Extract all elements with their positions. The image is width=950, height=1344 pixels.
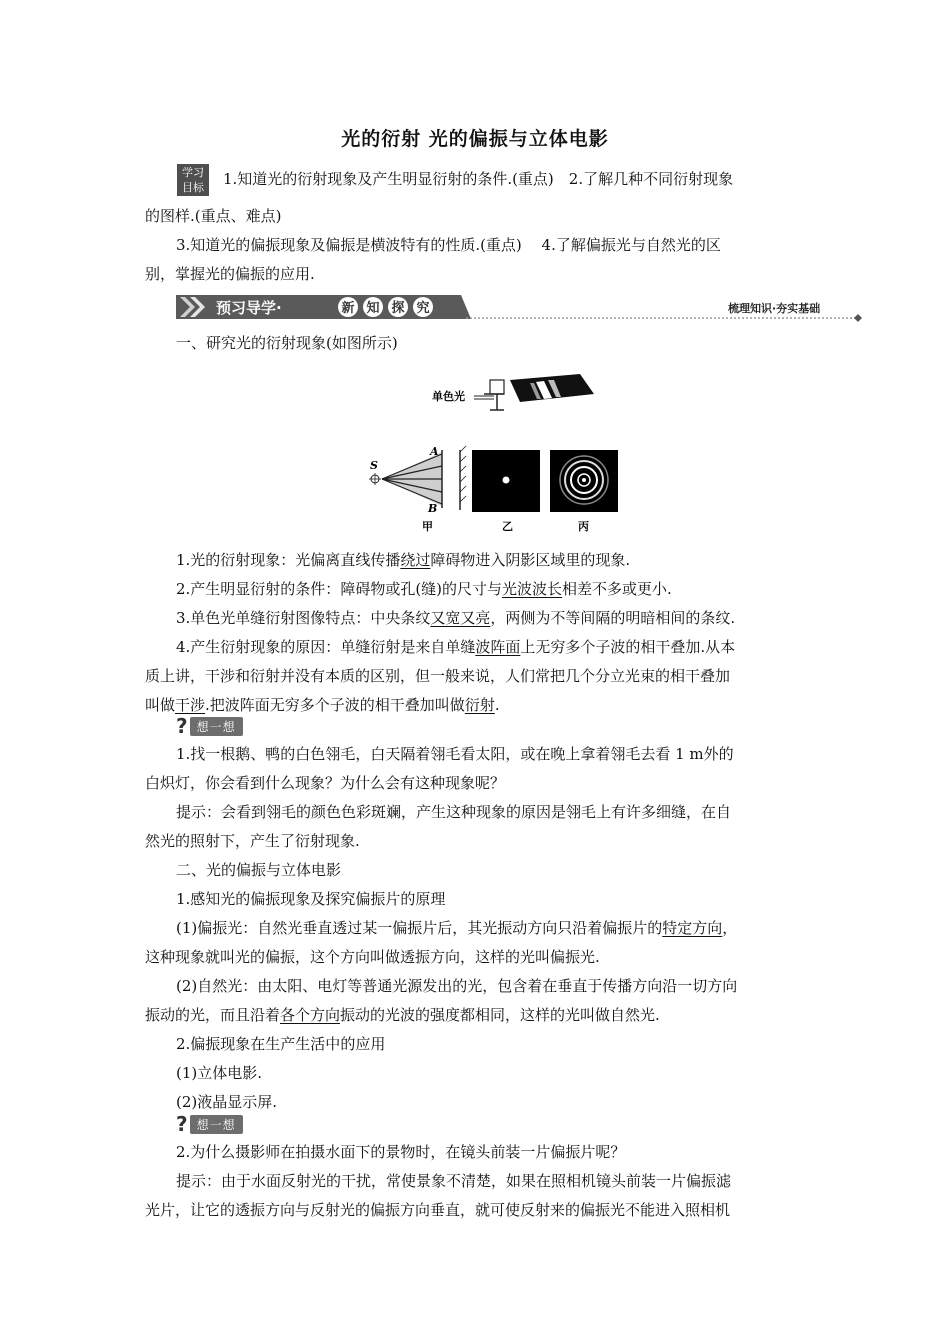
application-2: (2)液晶显示屏. [176, 1093, 278, 1111]
think-tag-1 [176, 715, 243, 737]
think1-answer-line-2: 然光的照射下，产生了衍射现象. [145, 832, 360, 850]
banner-left-text: 预习导学· [216, 299, 282, 317]
banner-char-3: 探 [391, 301, 405, 316]
figure-label-s: S [370, 459, 378, 472]
think1-question-line-1: 1.找一根鹅、鸭的白色翎毛，白天隔着翎毛看太阳，或在晚上拿着翎毛去看 1 m外的 [176, 745, 734, 763]
natural-light-line-1: (2)自然光：由太阳、电灯等普通光源发出的光，包含着在垂直于传播方向沿一切方向 [176, 977, 738, 995]
page-title: 光的衍射 光的偏振与立体电影 [341, 128, 609, 150]
figure-label-b: B [428, 502, 438, 515]
polarized-light-line-2: 这种现象就叫光的偏振，这个方向叫做透振方向，这样的光叫偏振光. [145, 948, 600, 966]
question-mark-icon: ? [176, 714, 188, 738]
application-1: (1)立体电影. [176, 1064, 263, 1082]
think1-question-line-2: 白炽灯，你会看到什么现象？为什么会有这种现象呢？ [145, 774, 506, 792]
learning-goal-badge: 学习 目标 [177, 164, 209, 196]
think-label: 想一想 [190, 1115, 243, 1134]
item-4-line-3: 叫做干涉.把波阵面无穷多个子波的相干叠加叫做衍射. [145, 696, 500, 714]
section2-sub-1: 1.感知光的偏振现象及探究偏振片的原理 [176, 890, 446, 908]
figure-label-a: A [430, 445, 439, 458]
goals-line-2: 的图样.(重点、难点) [145, 207, 282, 225]
question-mark-icon: ? [176, 1112, 188, 1136]
goals-line-4: 别，掌握光的偏振的应用. [145, 265, 315, 283]
banner-char-4: 究 [416, 301, 430, 316]
section1-heading: 一、研究光的衍射现象(如图所示) [176, 334, 398, 352]
item-4-line-2: 质上讲，干涉和衍射并没有本质的区别，但一般来说，人们常把几个分立光束的相干叠加 [145, 667, 731, 685]
goals-line-3: 3.知道光的偏振现象及偏振是横波特有的性质.(重点) 4.了解偏振光与自然光的区 [176, 236, 721, 254]
think2-answer-line-1: 提示：由于水面反射光的干扰，常使景象不清楚，如果在照相机镜头前装一片偏振滤 [176, 1172, 732, 1190]
think1-answer-line-1: 提示：会看到翎毛的颜色色彩斑斓，产生这种现象的原因是翎毛上有许多细缝，在自 [176, 803, 732, 821]
polarized-light-line-1: (1)偏振光：自然光垂直透过某一偏振片后，其光振动方向只沿着偏振片的特定方向， [176, 919, 738, 937]
item-3: 3.单色光单缝衍射图像特点：中央条纹又宽又亮，两侧为不等间隔的明暗相间的条纹. [176, 609, 736, 627]
think2-answer-line-2: 光片，让它的透振方向与反射光的偏振方向垂直，就可使反射来的偏振光不能进入照相机 [145, 1201, 731, 1219]
item-4-line-1: 4.产生衍射现象的原因：单缝衍射是来自单缝波阵面上无穷多个子波的相干叠加.从本 [176, 638, 736, 656]
section2-sub-2: 2.偏振现象在生产生活中的应用 [176, 1035, 386, 1053]
figure-label-yi: 乙 [502, 520, 513, 533]
diffraction-figure [360, 370, 630, 540]
think2-question: 2.为什么摄影师在拍摄水面下的景物时，在镜头前装一片偏振片呢？ [176, 1143, 626, 1161]
figure-label-jia: 甲 [422, 520, 433, 533]
banner-right-text: 梳理知识·夯实基础 [728, 302, 821, 315]
banner-char-1: 新 [341, 301, 355, 316]
section2-heading: 二、光的偏振与立体电影 [176, 861, 342, 879]
banner-char-2: 知 [366, 301, 380, 316]
item-2: 2.产生明显衍射的条件：障碍物或孔(缝)的尺寸与光波波长相差不多或更小. [176, 580, 672, 598]
item-1: 1.光的衍射现象：光偏离直线传播绕过障碍物进入阴影区域里的现象. [176, 551, 631, 569]
section-banner [176, 292, 866, 322]
think-label: 想一想 [190, 717, 243, 736]
figure-mono-light-label: 单色光 [432, 390, 465, 403]
natural-light-line-2: 振动的光，而且沿着各个方向振动的光波的强度都相同，这样的光叫做自然光. [145, 1006, 660, 1024]
think-tag-2 [176, 1113, 243, 1135]
figure-label-bing: 丙 [578, 520, 589, 533]
goals-line-1: 学习 目标 1.知道光的衍射现象及产生明显衍射的条件.(重点) 2.了解几种不同衍射现象 [145, 164, 805, 196]
